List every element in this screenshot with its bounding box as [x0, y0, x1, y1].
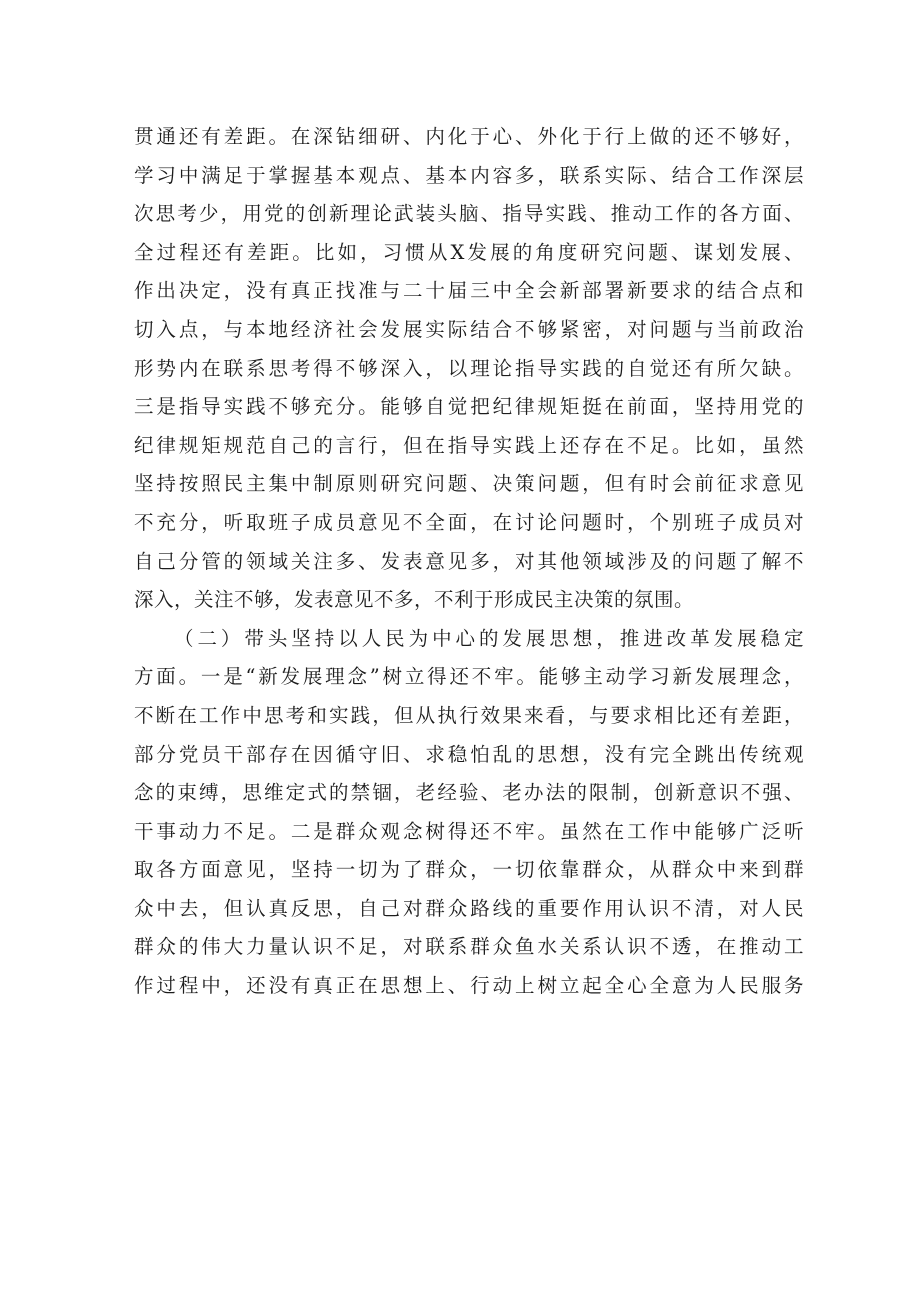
text-line: 切入点，与本地经济社会发展实际结合不够紧密，对问题与当前政治 [134, 317, 804, 341]
text-line: 方面。一是“新发展理念”树立得还不牢。能够主动学习新发展理念， [134, 665, 804, 689]
text-line: 次思考少，用党的创新理论武装头脑、指导实践、推动工作的各方面、 [134, 202, 804, 226]
text-line: 群众的伟大力量认识不足，对联系群众鱼水关系认识不透，在推动工 [134, 935, 804, 959]
text-line: （二）带头坚持以人民为中心的发展思想，推进改革发展稳定 [174, 626, 804, 650]
text-line: 众中去，但认真反思，自己对群众路线的重要作用认识不清，对人民 [134, 896, 804, 920]
text-line: 部分党员干部存在因循守旧、求稳怕乱的思想，没有完全跳出传统观 [134, 742, 804, 766]
text-line: 深入，关注不够，发表意见不多，不利于形成民主决策的氛围。 [134, 588, 695, 612]
text-line: 全过程还有差距。比如，习惯从X发展的角度研究问题、谋划发展、 [134, 240, 804, 264]
text-line: 念的束缚，思维定式的禁锢，老经验、老办法的限制，创新意识不强、 [134, 781, 804, 805]
document-body [134, 118, 804, 1006]
text-line: 学习中满足于掌握基本观点、基本内容多，联系实际、结合工作深层 [134, 163, 804, 187]
text-line: 纪律规矩规范自己的言行，但在指导实践上还存在不足。比如，虽然 [134, 433, 804, 457]
text-line: 干事动力不足。二是群众观念树得还不牢。虽然在工作中能够广泛听 [134, 819, 804, 843]
text-line: 不充分，听取班子成员意见不全面，在讨论问题时，个别班子成员对 [134, 510, 804, 534]
text-line: 作出决定，没有真正找准与二十届三中全会新部署新要求的结合点和 [134, 279, 804, 303]
text-line: 坚持按照民主集中制原则研究问题、决策问题，但有时会前征求意见 [134, 472, 804, 496]
text-line: 贯通还有差距。在深钻细研、内化于心、外化于行上做的还不够好， [134, 125, 804, 148]
text-line: 作过程中，还没有真正在思想上、行动上树立起全心全意为人民服务 [134, 974, 804, 998]
text-line: 三是指导实践不够充分。能够自觉把纪律规矩挺在前面，坚持用党的 [134, 395, 804, 419]
text-line: 形势内在联系思考得不够深入，以理论指导实践的自觉还有所欠缺。 [134, 356, 804, 380]
text-line: 自己分管的领域关注多、发表意见多，对其他领域涉及的问题了解不 [134, 549, 804, 573]
text-line: 不断在工作中思考和实践，但从执行效果来看，与要求相比还有差距， [134, 703, 804, 727]
text-line: 取各方面意见，坚持一切为了群众，一切依靠群众，从群众中来到群 [134, 858, 804, 882]
